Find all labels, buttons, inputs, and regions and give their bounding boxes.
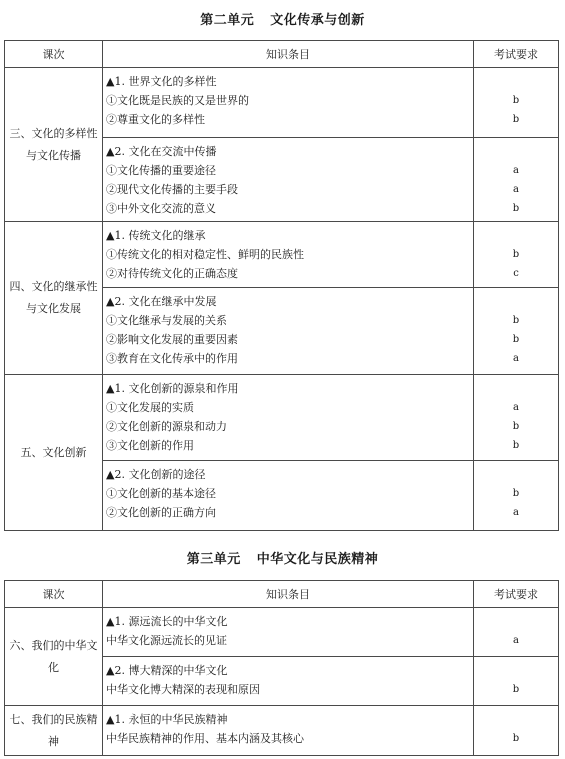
header-lesson: 课次 (5, 581, 103, 608)
requirement-level (474, 379, 558, 398)
requirement-level (474, 72, 558, 91)
topic-heading: ▲1. 源远流长的中华文化 (106, 615, 228, 628)
topic-cell (103, 608, 474, 657)
unit2-lesson-4 (5, 222, 103, 375)
topic-cell (103, 657, 474, 706)
unit3-title (0, 548, 565, 567)
lesson-name-line: 四、文化的继承性 (9, 280, 98, 293)
requirement-level (474, 661, 558, 680)
requirement-level (474, 226, 558, 245)
topic-cell (103, 288, 474, 375)
requirement-cell (474, 68, 559, 138)
topic-item: 中华文化博大精深的表现和原因 (106, 683, 260, 696)
topic-item: ③中外文化交流的意义 (106, 202, 216, 215)
requirement-level: b (512, 315, 520, 326)
topic-heading: ▲2. 文化创新的途径 (106, 468, 206, 481)
topic-item: ①传统文化的相对稳定性、鲜明的民族性 (106, 248, 304, 261)
topic-item: ③教育在文化传承中的作用 (106, 352, 238, 365)
topic-cell (103, 68, 474, 138)
requirement-level: b (512, 334, 520, 345)
lesson-name-line: 三、文化的多样性 (9, 126, 98, 140)
topic-heading: ▲2. 文化在交流中传播 (106, 145, 217, 158)
requirement-level: b (512, 733, 520, 744)
topic-item: 中华民族精神的作用、基本内涵及其核心 (106, 732, 304, 745)
requirement-level: a (513, 353, 519, 364)
header-knowledge: 知识条目 (103, 581, 474, 608)
requirement-cell (474, 375, 559, 461)
requirement-level: b (512, 203, 520, 214)
header-requirement: 考试要求 (474, 41, 559, 68)
unit2-title-text: 文化传承与创新 (270, 13, 365, 28)
topic-item: ②文化创新的正确方向 (106, 506, 216, 519)
topic-heading: ▲2. 博大精深的中华文化 (106, 664, 228, 677)
requirement-cell (474, 138, 559, 222)
topic-cell (103, 375, 474, 461)
unit2-row-3 (5, 222, 559, 288)
topic-item: ①文化创新的基本途径 (106, 487, 216, 500)
requirement-level: a (513, 402, 519, 413)
topic-cell (103, 706, 474, 756)
topic-item: ①文化发展的实质 (106, 401, 194, 414)
header-lesson: 课次 (5, 41, 103, 68)
topic-item: ②对待传统文化的正确态度 (106, 267, 238, 280)
requirement-cell (474, 222, 559, 288)
unit2-table (4, 40, 559, 531)
requirement-level (474, 465, 558, 484)
unit3-lesson-6 (5, 608, 103, 706)
requirement-level (474, 710, 558, 729)
unit3-title-text: 中华文化与民族精神 (256, 552, 379, 567)
requirement-level: b (512, 249, 520, 260)
unit3-table (4, 580, 559, 756)
requirement-level: b (512, 114, 520, 125)
unit3-row-3 (5, 706, 559, 756)
header-knowledge: 知识条目 (103, 41, 474, 68)
topic-cell (103, 138, 474, 222)
unit2-title-number: 第二单元 (200, 13, 255, 28)
lesson-name-line: 六、我们的中华文化 (9, 638, 98, 674)
unit3-row-1 (5, 608, 559, 657)
topic-item: ②文化创新的源泉和动力 (106, 420, 227, 433)
unit2-title (0, 9, 565, 28)
lesson-name-line: 七、我们的民族精神 (9, 712, 98, 748)
topic-item: ③文化创新的作用 (106, 439, 194, 452)
requirement-level: a (513, 184, 519, 195)
unit2-row-5 (5, 375, 559, 461)
requirement-level (474, 612, 558, 631)
lesson-name-line: 五、文化创新 (20, 445, 87, 459)
topic-item: ②尊重文化的多样性 (106, 113, 205, 126)
requirement-level: b (512, 95, 520, 106)
unit2-row-1 (5, 68, 559, 138)
topic-item: ①文化继承与发展的关系 (106, 314, 227, 327)
requirement-cell (474, 657, 559, 706)
requirement-level: b (512, 684, 520, 695)
requirement-level (474, 142, 558, 161)
requirement-cell (474, 288, 559, 375)
unit2-lesson-3 (5, 68, 103, 222)
requirement-level: b (512, 488, 520, 499)
requirement-cell (474, 461, 559, 531)
lesson-name-line: 与文化传播 (26, 148, 81, 162)
requirement-level: b (512, 440, 520, 451)
topic-cell (103, 461, 474, 531)
topic-heading: ▲1. 传统文化的继承 (106, 229, 206, 242)
requirement-level: b (512, 421, 520, 432)
requirement-level: a (513, 507, 519, 518)
unit3-header-row (5, 581, 559, 608)
requirement-cell (474, 608, 559, 657)
requirement-level: c (513, 268, 519, 279)
topic-heading: ▲1. 永恒的中华民族精神 (106, 713, 228, 726)
topic-heading: ▲1. 文化创新的源泉和作用 (106, 382, 239, 395)
header-requirement: 考试要求 (474, 581, 559, 608)
topic-item: ①文化既是民族的又是世界的 (106, 94, 249, 107)
requirement-level: a (513, 165, 519, 176)
topic-item: 中华文化源远流长的见证 (106, 634, 227, 647)
requirement-level (474, 292, 558, 311)
topic-heading: ▲2. 文化在继承中发展 (106, 295, 217, 308)
topic-item: ②现代文化传播的主要手段 (106, 183, 238, 196)
requirement-cell (474, 706, 559, 756)
topic-item: ①文化传播的重要途径 (106, 164, 216, 177)
topic-item: ②影响文化发展的重要因素 (106, 333, 238, 346)
unit3-lesson-7 (5, 706, 103, 756)
topic-heading: ▲1. 世界文化的多样性 (106, 75, 217, 88)
topic-cell (103, 222, 474, 288)
unit3-title-number: 第三单元 (186, 552, 241, 567)
lesson-name-line: 与文化发展 (26, 302, 81, 315)
unit2-lesson-5 (5, 375, 103, 531)
unit2-header-row (5, 41, 559, 68)
requirement-level: a (513, 635, 519, 646)
